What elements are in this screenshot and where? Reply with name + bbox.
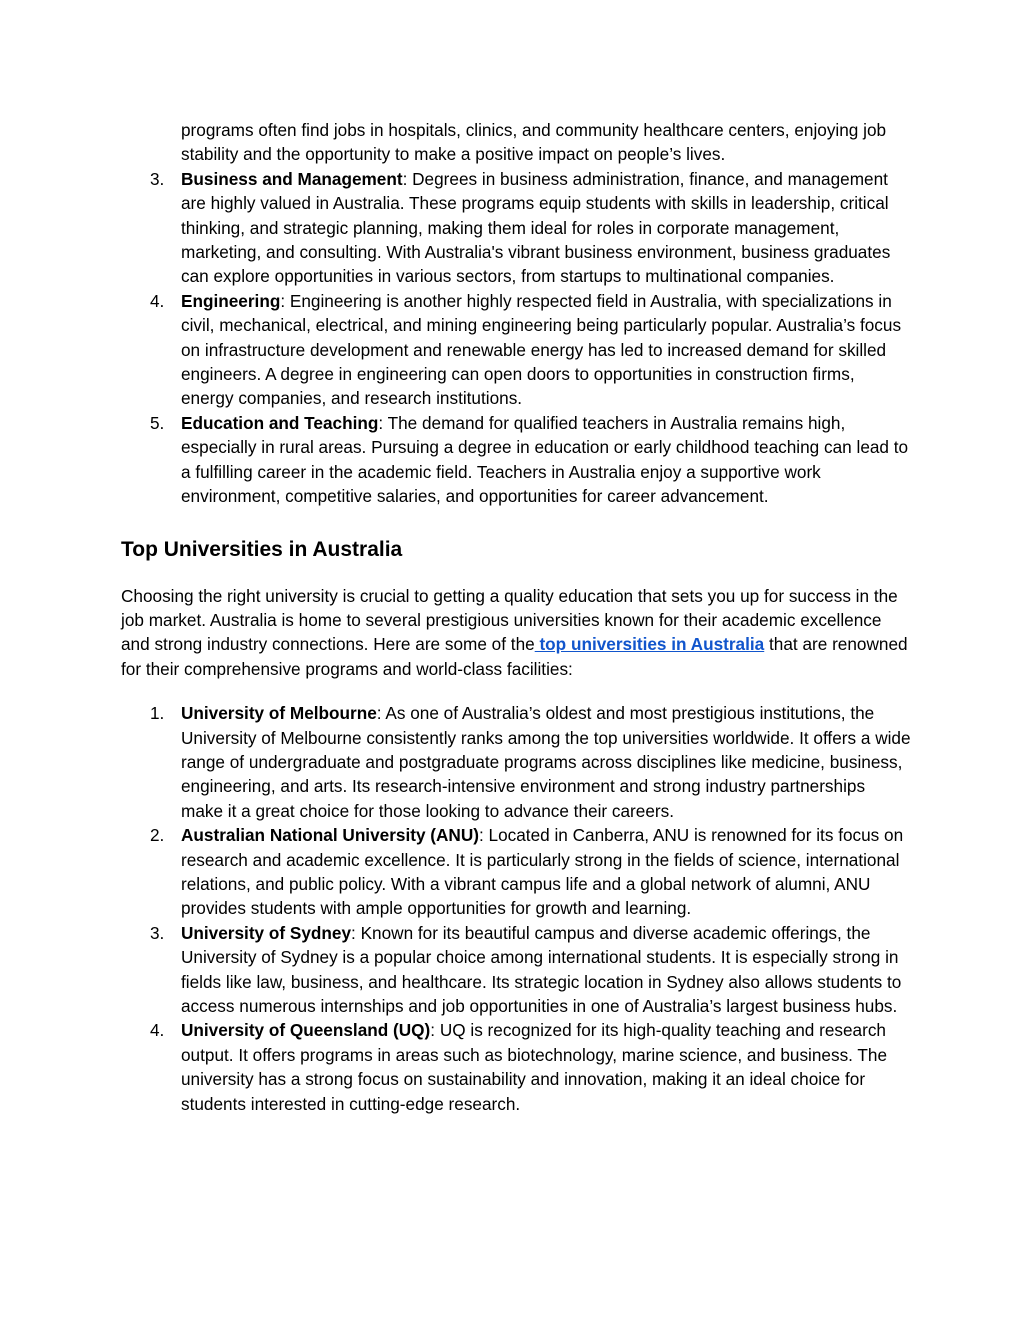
intro-paragraph [121, 584, 911, 682]
document-page [121, 118, 911, 1116]
list-item-text: : Degrees in business administration, finance, and management are highly valued in Australia. These programs equip students with skills in leadership, critical thinking, and strategic planning, making them ideal for roles in corporate management, marketing, and consulting. With Australia's vibrant business environment, business graduates can explore opportunities in various sectors, from startups to multinational companies. [181, 168, 891, 287]
list-item-title: University of Sydney [181, 922, 352, 943]
list-number: 4. [150, 290, 165, 311]
list-item-text: : The demand for qualified teachers in Australia remains high, especially in rural areas. Pursuing a degree in education or early childhood teaching can lead to a fulfilling career in the academic field. Teachers in Australia enjoy a supportive work environment, competitive salaries, and opportunities for career advancement. [181, 412, 909, 507]
intro-text-before: Choosing the right university is crucial to getting a quality education that sets you up for success in the job market. Australia is home to several prestigious universities known for their academic excellence and strong industry connections. Here are some of the [121, 585, 898, 655]
list-item-title: Australian National University (ANU) [181, 825, 479, 846]
list-number: 1. [150, 703, 165, 724]
list-item [121, 701, 911, 823]
list-number: 5. [150, 412, 165, 433]
list-item-text: : As one of Australia’s oldest and most prestigious institutions, the University of Melbourne consistently ranks among the top universities worldwide. It offers a wide range of undergraduate and postgraduate programs across disciplines like medicine, business, engineering, and arts. Its research-intensive environment and strong industry partnerships make it a great choice for those looking to advance their careers. [181, 703, 911, 821]
list-item-text: : UQ is recognized for its high-quality teaching and research output. It offers programs in areas such as biotechnology, marine science, and business. The university has a strong focus on sustainability and innovation, making it an ideal choice for students interested in cutting-edge research. [181, 1020, 888, 1114]
section-heading: Top Universities in Australia [121, 537, 403, 561]
list-item-text: : Located in Canberra, ANU is renowned for its focus on research and academic excellence. It is particularly strong in the fields of science, international relations, and public policy. With a vibrant campus life and a global network of alumni, ANU provides students with ample opportunities for growth and learning. [181, 825, 904, 919]
list-item-title: Business and Management [181, 168, 403, 189]
list-item-title: University of Melbourne [181, 703, 377, 724]
list-item-title: Education and Teaching [181, 412, 379, 433]
list-item [121, 289, 911, 411]
list-item [121, 1018, 911, 1116]
list-number: 3. [150, 168, 165, 189]
list-item [121, 823, 911, 921]
list-item-text: : Engineering is another highly respected field in Australia, with specializations in civil, mechanical, electrical, and mining engineering being particularly popular. Australia’s focus on infrastructure development and renewable energy has led to increased demand for skilled engineers. A degree in engineering can open doors to opportunities in construction firms, energy companies, and research institutions. [181, 290, 902, 409]
list-item [121, 921, 911, 1019]
intro-text-after: that are renowned for their comprehensive programs and world-class facilities: [121, 634, 908, 679]
list-number: 4. [150, 1020, 165, 1041]
list-item-text: : Known for its beautiful campus and diverse academic offerings, the University of Sydney is a popular choice among international students. It is especially strong in fields like law, business, and healthcare. Its strategic location in Sydney also allows students to access numerous internships and job opportunities in one of Australia’s largest business hubs. [181, 922, 902, 1016]
list-item-title: University of Queensland (UQ) [181, 1020, 431, 1041]
list-item [121, 167, 911, 289]
list-item-title: Engineering [181, 290, 281, 311]
list-number: 2. [150, 825, 165, 846]
list-item-continuation: programs often find jobs in hospitals, clinics, and community healthcare centers, enjoying job stability and the opportunity to make a positive impact on people’s lives. [181, 120, 887, 165]
top-universities-link[interactable]: top universities in Australia [534, 634, 765, 655]
list-item [121, 411, 911, 509]
fields-list [121, 167, 911, 509]
list-number: 3. [150, 922, 165, 943]
universities-list [121, 701, 911, 1116]
